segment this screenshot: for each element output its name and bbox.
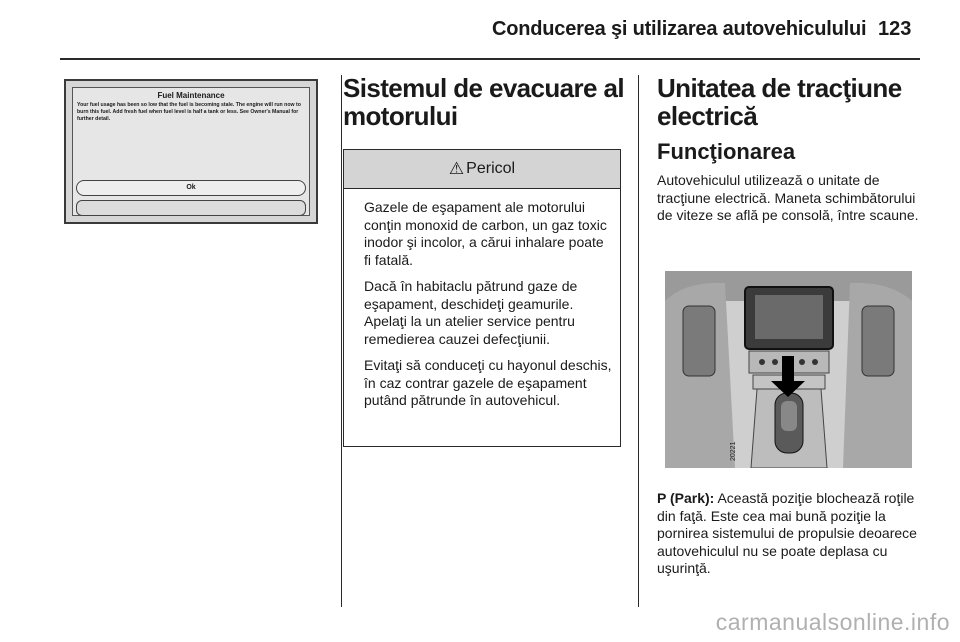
column-divider-left — [341, 75, 342, 607]
warning-header — [344, 150, 620, 189]
danger-warning-box — [343, 149, 621, 447]
fuel-screen-footer — [76, 200, 306, 216]
fuel-screen-message: Your fuel usage has been so low that the fuel is becoming stale. The engine will run now to burn this fuel. Add fresh fuel when fuel level is half a tank or less. See Owner's Manual for further detail. — [77, 102, 301, 122]
header-title: Conducerea şi utilizarea autovehiculului — [492, 18, 867, 40]
watermark: carmanualsonline.info — [715, 609, 950, 635]
exhaust-heading: Sistemul de evacuare al motorului — [343, 73, 625, 131]
warning-label: Pericol — [466, 160, 516, 177]
header-rule — [60, 58, 920, 60]
photo-code: 20221 — [730, 441, 737, 461]
warning-paragraph: Gazele de eşapament ale motorului conţin monoxid de carbon, un gaz toxic inodor şi incolor, a cărui inhalare poate fi fatală. — [364, 199, 607, 268]
warning-body — [344, 189, 620, 410]
drive-unit-heading: Unitatea de tracţiune electrică — [657, 73, 902, 131]
fuel-screen-title: Fuel Maintenance — [157, 91, 225, 100]
park-label: P (Park): — [657, 490, 715, 506]
warning-paragraph: Evitaţi să conduceţi cu hayonul deschis, în caz contrar gazele de eşapament putând pătrunde în autovehicul. — [364, 357, 612, 408]
warning-triangle-icon: ⚠ — [448, 159, 465, 178]
center-console-photo — [665, 271, 912, 468]
fuel-maintenance-screen — [64, 79, 318, 224]
fuel-screen-panel — [72, 87, 310, 216]
park-description — [657, 490, 922, 578]
warning-paragraph: Dacă în habitaclu pătrund gaze de eşapament, deschideţi geamurile. Apelaţi la un atelier service pentru remedierea cauzei defecţiunii. — [364, 278, 578, 347]
column-divider-right — [638, 75, 639, 607]
park-text: Această poziţie blochează roţile din faţă. Este cea mai bună poziţie la pornirea sistemului de propulsie deoarece autovehiculul nu se poate deplasa cu uşurinţă. — [657, 490, 917, 576]
drive-unit-intro: Autovehiculul utilizează o unitate de tracţiune electrică. Maneta schimbătorului de viteze se află pe consolă, între scaune. — [657, 172, 919, 223]
fuel-ok-button[interactable]: Ok — [76, 180, 306, 196]
page-number: 123 — [878, 18, 912, 40]
operation-subheading: Funcţionarea — [657, 139, 796, 164]
